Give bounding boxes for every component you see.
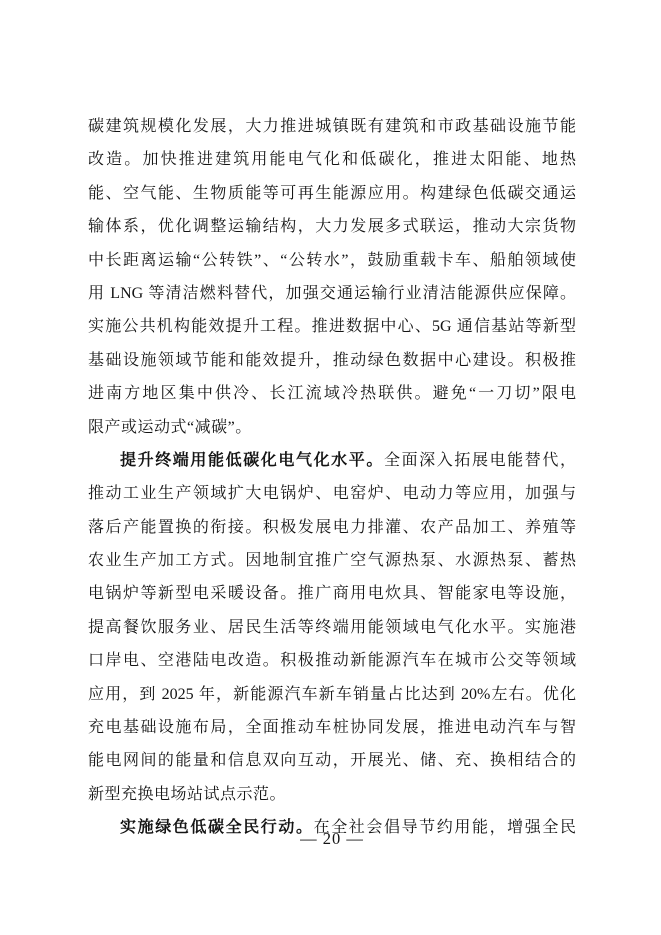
text-segment: 应用，到 2025 年，新能源汽车新车销量占比达到 20%左右。优化 [88,685,576,703]
text-segment: 改造。加快推进建筑用能电气化和低碳化，推进太阳能、地热 [88,151,576,169]
text-line [88,544,576,577]
text-segment: 口岸电、空港陆电改造。积极推动新能源汽车在城市公交等领域 [88,652,576,670]
text-line [88,711,576,744]
text-segment: 落后产能置换的衔接。积极发展电力排灌、农产品加工、养殖等 [88,518,576,536]
text-segment: 碳建筑规模化发展，大力推进城镇既有建筑和市政基础设施节能 [88,118,576,135]
text-line [88,210,576,243]
page-footer [88,827,576,851]
bold-run: 实施绿色低碳全民行动。 [120,819,314,837]
text-line [88,177,576,210]
text-line [88,444,576,477]
text-segment: 中长距离运输“公转铁”、“公转水”，鼓励重载卡车、船舶领域使 [88,251,576,269]
text-segment: 能、空气能、生物质能等可再生能源应用。构建绿色低碳交通运 [88,184,576,202]
text-segment: 能电网间的能量和信息双向互动，开展光、储、充、换相结合的 [88,752,576,770]
text-line [88,477,576,510]
text-line [88,244,576,277]
text-segment: 全面深入拓展电能替代， [383,451,576,469]
text-line [88,744,576,777]
text-line [88,344,576,377]
bold-run: 提升终端用能低碳化电气化水平。 [120,451,384,469]
text-segment: 基础设施领域节能和能效提升，推动绿色数据中心建设。积极推 [88,351,576,369]
text-segment: 进南方地区集中供冷、长江流域冷热联供。避免“一刀切”限电 [88,385,576,403]
body-text [88,110,576,845]
text-segment: 农业生产加工方式。因地制宜推广空气源热泵、水源热泵、蓄热 [88,552,576,570]
text-line [88,678,576,711]
text-line [88,310,576,343]
text-segment: 在全社会倡导节约用能，增强全民 [313,819,576,837]
text-segment: 新型充换电场站试点示范。 [88,785,287,803]
text-segment: 推动工业生产领域扩大电锅炉、电窑炉、电动力等应用，加强与 [88,485,576,503]
text-segment: 用 LNG 等清洁燃料替代，加强交通运输行业清洁能源供应保障。 [88,284,576,302]
text-segment: 输体系，优化调整运输结构，大力发展多式联运，推动大宗货物 [88,218,576,236]
text-line [88,377,576,410]
text-line [88,577,576,610]
text-line [88,277,576,310]
text-segment: 充电基础设施布局，全面推动车桩协同发展，推进电动汽车与智 [88,719,576,737]
text-line [88,511,576,544]
text-line [88,143,576,176]
text-segment: 提高餐饮服务业、居民生活等终端用能领域电气化水平。实施港 [88,618,576,636]
text-line [88,611,576,644]
text-line [88,778,576,811]
text-line [88,110,576,143]
page-number: — 20 — [300,829,364,848]
text-segment: 电锅炉等新型电采暖设备。推广商用电炊具、智能家电等设施， [88,585,576,603]
text-segment: 实施公共机构能效提升工程。推进数据中心、5G 通信基站等新型 [88,318,576,336]
text-segment: 限产或运动式“减碳”。 [88,418,252,436]
text-line [88,411,576,444]
text-line [88,644,576,677]
